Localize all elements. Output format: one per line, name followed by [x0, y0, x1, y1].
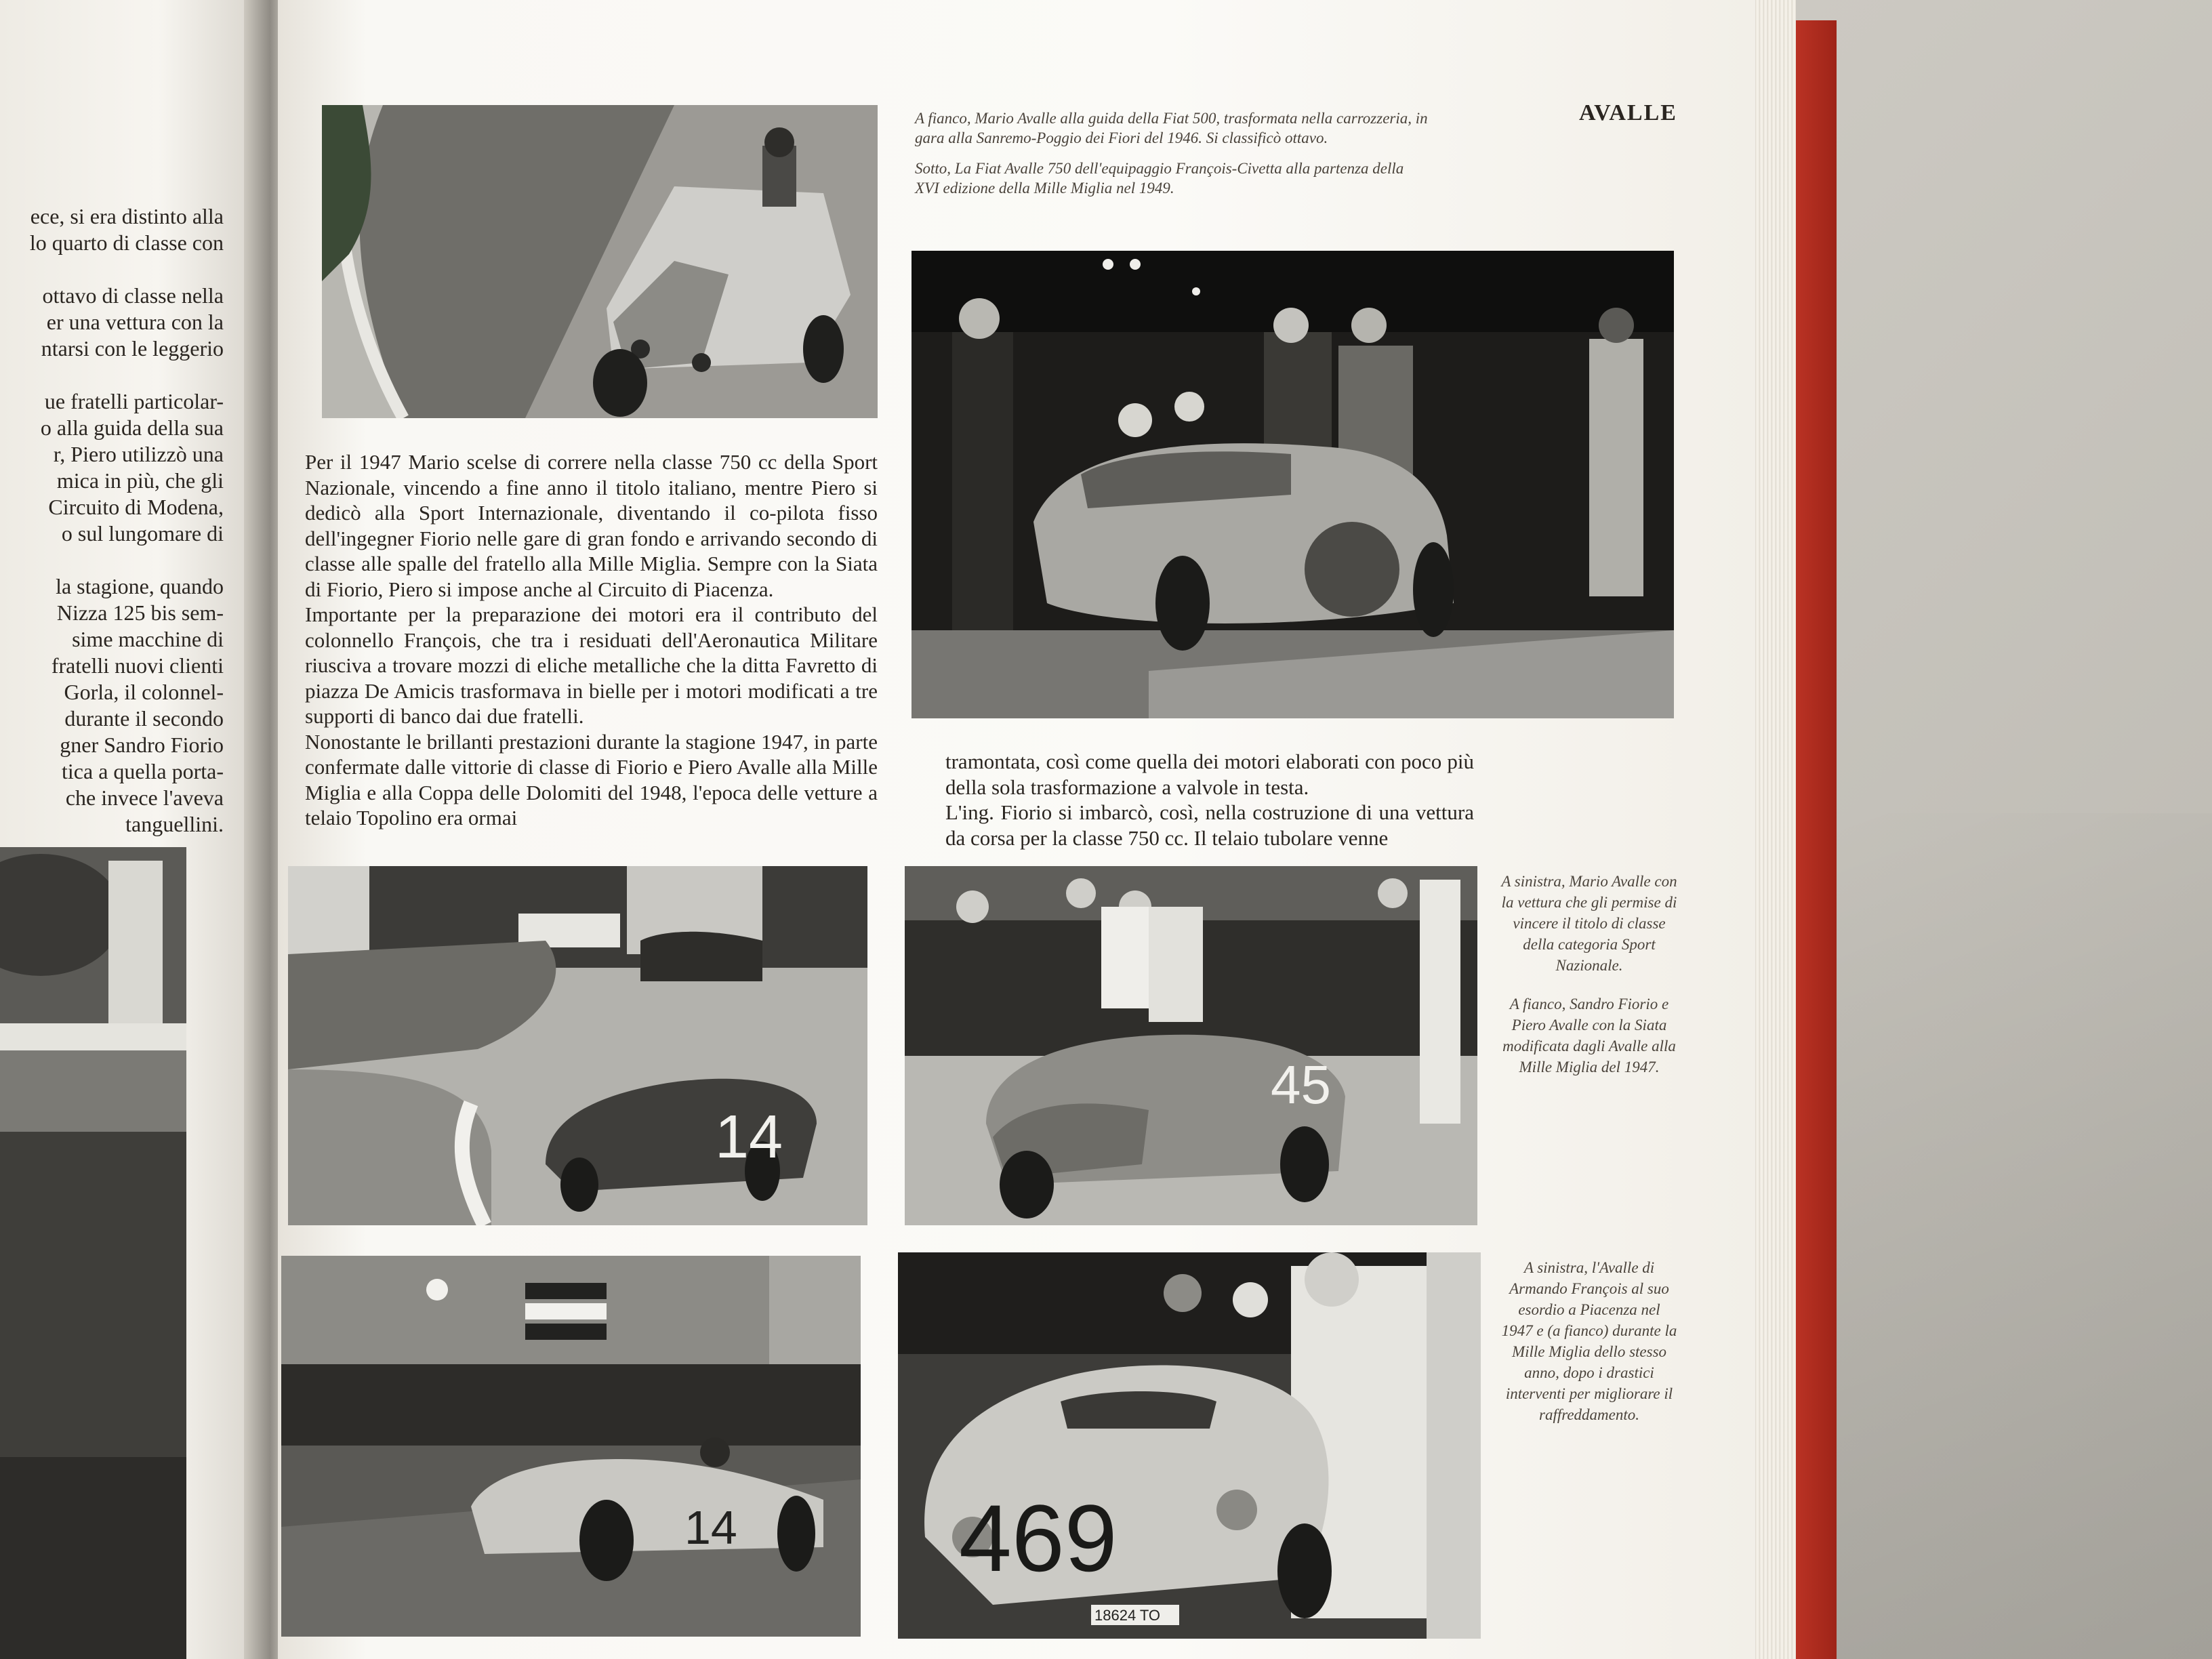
left-line: [0, 547, 224, 573]
photo-car-469-mille-miglia: [898, 1252, 1481, 1639]
caption-fiat-500: A fianco, Mario Avalle alla guida della Fiat 500, trasformata nella carrozzeria, in gara alla Sanremo-Poggio dei Fiori del 1946. Si classificò ottavo.: [915, 110, 1428, 146]
left-line: [0, 362, 224, 388]
left-line: fratelli nuovi clienti: [51, 653, 224, 678]
left-line: tica a quella porta-: [62, 759, 224, 783]
caption-fiorio-avalle: A fianco, Sandro Fiorio e Piero Avalle con la Siata modificata dagli Avalle alla Mille Miglia del 1947.: [1502, 996, 1676, 1076]
left-line: Gorla, il colonnel-: [64, 680, 224, 704]
body-paragraph: Per il 1947 Mario scelse di correre nella classe 750 cc della Sport Nazionale, vincendo a fine anno il titolo italiano, mentre Piero si dedicò alla Sport Internazionale, diventando il co-pilota fisso dell'ingegner Fiorio nelle gare di gran fondo e arrivando secondo di classe alle spalle del fratello alla Mille Miglia. Sempre con la Siata di Fiorio, Piero si impose anche al Circuito di Piacenza.: [305, 450, 878, 601]
left-page-photo: [0, 847, 186, 1659]
license-plate: 18624 TO: [1094, 1607, 1161, 1624]
caption-top: [915, 108, 1430, 209]
table-shadow: [1830, 813, 2212, 1659]
side-captions-1: [1501, 871, 1677, 1095]
left-line: er una vettura con la: [46, 310, 224, 334]
page-header-title: AVALLE: [1579, 100, 1677, 125]
caption-mille-miglia-1949: Sotto, La Fiat Avalle 750 dell'equipaggio François-Civetta alla partenza della XVI edizione della Mille Miglia nel 1949.: [915, 160, 1404, 197]
left-line: lo quarto di classe con: [29, 230, 224, 255]
body-paragraph: Nonostante le brillanti prestazioni durante la stagione 1947, in parte confermate dalle vittorie di classe di Fiorio e Piero Avalle alla Mille Miglia e alla Coppa delle Dolomiti del 1948, l'epoca delle vetture a telaio Topolino era ormai: [305, 729, 878, 830]
left-line: o sul lungomare di: [61, 521, 224, 546]
left-line: che invece l'aveva: [65, 785, 224, 810]
left-line: [0, 256, 224, 283]
left-line: Circuito di Modena,: [48, 495, 224, 519]
left-page-text: [0, 203, 224, 838]
left-page: [0, 0, 264, 1659]
car-number: 45: [1271, 1054, 1331, 1115]
photo-fiat-500: [322, 105, 878, 418]
left-line: gner Sandro Fiorio: [60, 733, 224, 757]
caption-armando-francois: A sinistra, l'Avalle di Armando François al suo esordio a Piacenza nel 1947 e (a fianco) durante la Mille Miglia dello stesso anno, dopo i drastici interventi per migliorare il raffreddamento.: [1501, 1259, 1677, 1423]
body-column-1: [305, 449, 878, 831]
left-line: la stagione, quando: [56, 574, 224, 598]
page-edges: [1748, 0, 1796, 1659]
left-line: ntarsi con le leggerio: [41, 336, 224, 361]
photo-car-45-crowd: [905, 866, 1477, 1225]
side-captions-2: [1501, 1257, 1677, 1443]
left-line: ece, si era distinto alla: [30, 204, 224, 228]
left-line: tanguellini.: [125, 812, 224, 836]
car-number: 14: [684, 1501, 737, 1554]
body-paragraph: Importante per la preparazione dei motori era il contributo del colonnello François, che tra i residuati dell'Aeronautica Militare riusciva a trovare mozzi di eliche metalliche che la ditta Favretto di piazza De Amicis trasformava in bielle per i motori modificati a tre supporti di banco dai due fratelli.: [305, 602, 878, 728]
left-line: o alla guida della sua: [40, 415, 224, 440]
photo-car-14-curve: [288, 866, 867, 1225]
photo-mille-miglia-1949: [912, 251, 1674, 718]
car-number: 14: [715, 1103, 783, 1171]
left-line: durante il secondo: [64, 706, 224, 731]
left-line: r, Piero utilizzò una: [53, 442, 224, 466]
left-line: mica in più, che gli: [56, 468, 224, 493]
left-line: ottavo di classe nella: [42, 283, 224, 308]
caption-mario-avalle: A sinistra, Mario Avalle con la vettura che gli permise di vincere il titolo di classe della categoria Sport Nazionale.: [1501, 873, 1677, 974]
left-line: sime macchine di: [72, 627, 224, 651]
body-paragraph: tramontata, così come quella dei motori elaborati con poco più della sola trasformazione a valvole in testa.: [945, 750, 1474, 799]
car-number: 469: [959, 1485, 1118, 1591]
body-column-2: [945, 749, 1474, 851]
body-paragraph: L'ing. Fiorio si imbarcò, così, nella costruzione di una vettura da corsa per la classe 750 cc. Il telaio tubolare venne: [945, 800, 1474, 850]
left-line: ue fratelli particolar-: [44, 389, 224, 413]
photo-car-14-piacenza: [281, 1256, 861, 1637]
left-line: Nizza 125 bis sem-: [56, 600, 224, 625]
